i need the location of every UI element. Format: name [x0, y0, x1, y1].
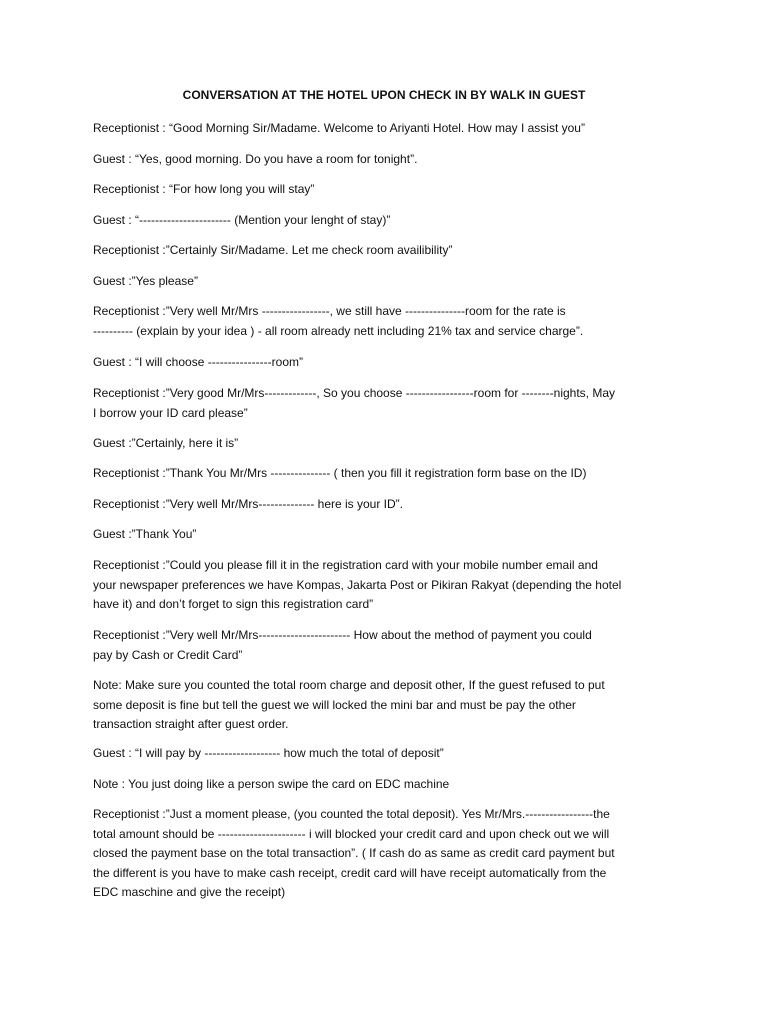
dialogue-line: have it) and don’t forget to sign this registration card”: [93, 597, 374, 611]
dialogue-line: Guest : “I will pay by ------------------- how much the total of deposit”: [93, 746, 444, 760]
dialogue-line: Receptionist :”Just a moment please, (you counted the total deposit). Yes Mr/Mrs.-----------------the: [93, 807, 610, 821]
dialogue-paragraph: [93, 180, 679, 200]
dialogue-line: Receptionist :”Very good Mr/Mrs-------------, So you choose -----------------room for --------nights, May: [93, 386, 616, 400]
note-line: some deposit is fine but tell the guest we will locked the mini bar and must be pay the other: [93, 697, 576, 712]
dialogue-line: closed the payment base on the total transaction”. ( If cash do as same as credit card payment but: [93, 846, 615, 860]
note-line: transaction straight after guest order.: [93, 717, 289, 731]
dialogue-paragraph: [93, 744, 679, 764]
dialogue-paragraph: [93, 119, 679, 139]
dialogue-line: EDC maschine and give the receipt): [93, 885, 286, 899]
dialogue-line: Receptionist :”Very well Mr/Mrs----------------------- How about the method of payment you could: [93, 628, 592, 642]
dialogue-paragraph: [93, 434, 679, 454]
dialogue-paragraph: [93, 495, 679, 515]
dialogue-line: Receptionist :”Very well Mr/Mrs -----------------, we still have ---------------room for the rate is: [93, 304, 566, 318]
note-paragraph: [93, 676, 679, 735]
dialogue-paragraph: [93, 353, 679, 373]
note-line: Note : You just doing like a person swipe the card on EDC machine: [93, 777, 450, 791]
document-title: CONVERSATION AT THE HOTEL UPON CHECK IN BY WALK IN GUEST: [182, 88, 586, 102]
dialogue-line: total amount should be ---------------------- i will blocked your credit card and upon check out we will: [93, 826, 610, 841]
dialogue-line: Receptionist :”Could you please fill it in the registration card with your mobile number email and: [93, 558, 598, 572]
dialogue-line: ---------- (explain by your idea ) - all room already nett including 21% tax and service charge”.: [93, 323, 584, 338]
note-paragraph: [93, 775, 679, 795]
dialogue-line: the different is you have to make cash receipt, credit card will have receipt automatically from the: [93, 865, 607, 880]
dialogue-line: Guest : “I will choose ----------------room”: [93, 355, 303, 369]
dialogue-line: Guest :”Certainly, here it is”: [93, 436, 239, 450]
dialogue-line: your newspaper preferences we have Kompas, Jakarta Post or Pikiran Rakyat (depending the hotel: [93, 577, 622, 592]
dialogue-paragraph: [93, 556, 679, 615]
note-line: Note: Make sure you counted the total room charge and deposit other, If the guest refused to put: [93, 678, 605, 692]
dialogue-paragraph: [93, 384, 679, 423]
dialogue-paragraph: [93, 302, 679, 341]
dialogue-line: Guest : “Yes, good morning. Do you have a room for tonight”.: [93, 152, 418, 166]
dialogue-line: Guest :”Yes please”: [93, 274, 198, 288]
dialogue-paragraph: [93, 150, 679, 170]
dialogue-paragraph: [93, 241, 679, 261]
dialogue-paragraph: [93, 272, 679, 292]
dialogue-line: I borrow your ID card please”: [93, 405, 248, 420]
dialogue-paragraph: [93, 805, 679, 903]
dialogue-paragraph: [93, 626, 679, 665]
dialogue-line: Receptionist :”Certainly Sir/Madame. Let me check room availibility”: [93, 243, 453, 257]
dialogue-line: pay by Cash or Credit Card”: [93, 647, 243, 662]
dialogue-line: Guest :”Thank You”: [93, 527, 197, 541]
dialogue-line: Receptionist :”Thank You Mr/Mrs --------------- ( then you fill it registration form base on the ID): [93, 466, 587, 480]
dialogue-line: Receptionist :”Very well Mr/Mrs-------------- here is your ID”.: [93, 497, 404, 511]
dialogue-line: Receptionist : “Good Morning Sir/Madame. Welcome to Ariyanti Hotel. How may I assist you”: [93, 121, 585, 135]
dialogue-paragraph: [93, 211, 679, 231]
dialogue-paragraph: [93, 464, 679, 484]
dialogue-line: Receptionist : “For how long you will stay”: [93, 182, 315, 196]
dialogue-line: Guest : “----------------------- (Mention your lenght of stay)”: [93, 213, 391, 227]
dialogue-paragraph: [93, 525, 679, 545]
